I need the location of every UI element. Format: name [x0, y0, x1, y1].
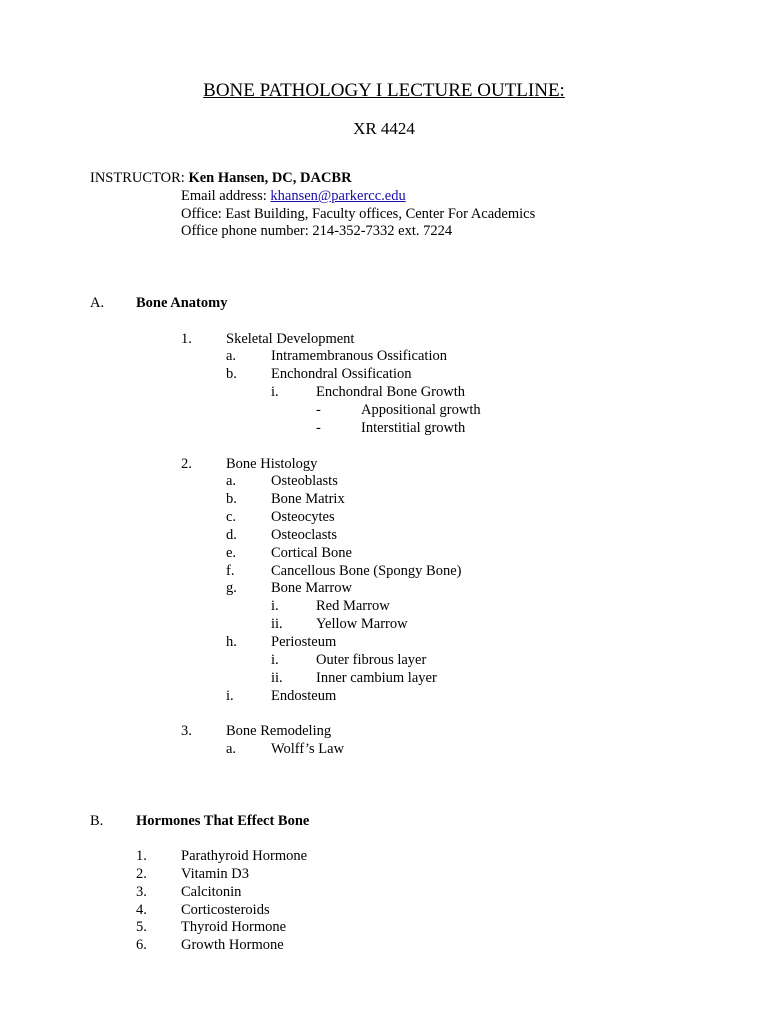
- outline-num: b.: [226, 491, 237, 507]
- outline-label: Endosteum: [271, 688, 337, 704]
- outline-num: i.: [226, 688, 234, 704]
- hormone-label: Calcitonin: [181, 884, 242, 900]
- hormone-label: Vitamin D3: [181, 866, 249, 882]
- outline-label: Periosteum: [271, 634, 337, 650]
- outline-num: d.: [226, 527, 237, 543]
- outline-num: ii.: [271, 616, 283, 632]
- outline-label: Wolff’s Law: [271, 741, 345, 757]
- outline-num: i.: [271, 384, 279, 400]
- instructor-label: INSTRUCTOR:: [90, 170, 185, 186]
- outline-label: Appositional growth: [361, 402, 481, 418]
- hormone-num: 6.: [136, 937, 147, 953]
- hormone-label: Parathyroid Hormone: [181, 848, 308, 864]
- outline-label: Osteocytes: [271, 509, 335, 525]
- outline-label: Inner cambium layer: [316, 670, 437, 686]
- hormone-label: Growth Hormone: [181, 937, 284, 953]
- hormone-label: Corticosteroids: [181, 902, 270, 918]
- outline-num: a.: [226, 741, 237, 757]
- outline-label: Bone Remodeling: [226, 723, 332, 739]
- outline-num: c.: [226, 509, 237, 525]
- outline-num: b.: [226, 366, 237, 382]
- email-line: [181, 187, 406, 205]
- outline-label: Intramembranous Ossification: [271, 348, 447, 364]
- instructor-line: [90, 169, 352, 187]
- outline-label: Bone Matrix: [271, 491, 345, 507]
- office-line: Office: East Building, Faculty offices, Center For Academics: [181, 206, 536, 222]
- section-b-letter: B.: [90, 813, 104, 829]
- outline-num: -: [316, 402, 321, 418]
- outline-label: Enchondral Bone Growth: [316, 384, 465, 400]
- outline-num: g.: [226, 580, 237, 596]
- outline-num: i.: [271, 652, 279, 668]
- outline-num: a.: [226, 348, 237, 364]
- email-label: Email address:: [181, 188, 267, 204]
- outline-label: Cancellous Bone (Spongy Bone): [271, 563, 462, 579]
- course-code: XR 4424: [353, 119, 415, 138]
- phone-line: Office phone number: 214-352-7332 ext. 7224: [181, 223, 453, 239]
- hormone-num: 3.: [136, 884, 147, 900]
- hormone-num: 5.: [136, 919, 147, 935]
- outline-num: 2.: [181, 456, 192, 472]
- outline-label: Skeletal Development: [226, 331, 355, 347]
- outline-label: Osteoclasts: [271, 527, 338, 543]
- section-a-heading: Bone Anatomy: [136, 295, 228, 311]
- outline-num: -: [316, 420, 321, 436]
- outline-label: Osteoblasts: [271, 473, 338, 489]
- outline-num: a.: [226, 473, 237, 489]
- outline-label: Outer fibrous layer: [316, 652, 427, 668]
- page-title: BONE PATHOLOGY I LECTURE OUTLINE:: [203, 80, 565, 101]
- section-b-heading: Hormones That Effect Bone: [136, 813, 310, 829]
- outline-label: Red Marrow: [316, 598, 390, 614]
- hormone-num: 1.: [136, 848, 147, 864]
- email-link[interactable]: khansen@parkercc.edu: [270, 188, 406, 204]
- hormone-num: 2.: [136, 866, 147, 882]
- outline-num: f.: [226, 563, 235, 579]
- section-a-letter: A.: [90, 295, 105, 311]
- outline-num: i.: [271, 598, 279, 614]
- hormone-num: 4.: [136, 902, 147, 918]
- outline-label: Bone Marrow: [271, 580, 352, 596]
- outline-num: e.: [226, 545, 237, 561]
- outline-label: Interstitial growth: [361, 420, 466, 436]
- outline-num: h.: [226, 634, 237, 650]
- outline-label: Yellow Marrow: [316, 616, 408, 632]
- instructor-name: Ken Hansen, DC, DACBR: [188, 170, 352, 186]
- outline-num: ii.: [271, 670, 283, 686]
- hormone-label: Thyroid Hormone: [181, 919, 287, 935]
- outline-label: Enchondral Ossification: [271, 366, 412, 382]
- outline-label: Bone Histology: [226, 456, 318, 472]
- outline-num: 3.: [181, 723, 192, 739]
- outline-num: 1.: [181, 331, 192, 347]
- outline-label: Cortical Bone: [271, 545, 352, 561]
